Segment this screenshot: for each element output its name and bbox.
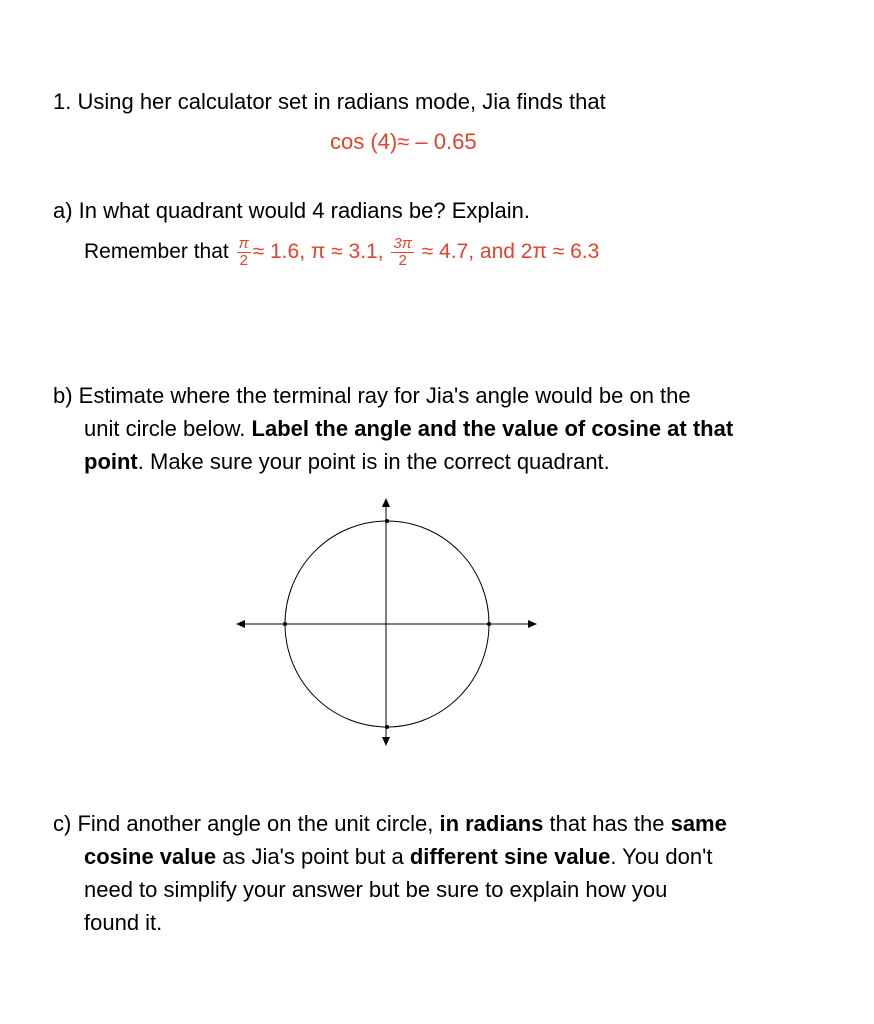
- question-1-text: 1. Using her calculator set in radians mode, Jia finds that: [53, 89, 606, 114]
- question-b-line-3: [53, 445, 813, 478]
- qc-l1-plain: c) Find another angle on the unit circle,: [53, 811, 440, 836]
- question-c-line-3: need to simplify your answer but be sure to explain how you: [84, 877, 668, 902]
- point-left: [283, 622, 287, 626]
- point-right: [487, 622, 491, 626]
- qc-l2-plain2: . You don't: [610, 844, 713, 869]
- remember-line: [84, 236, 599, 269]
- qb-l3-bold: point: [84, 449, 138, 474]
- pi-over-2-fraction: [237, 236, 251, 269]
- question-c-line-1: [53, 807, 813, 840]
- question-c-line-4: found it.: [84, 910, 163, 935]
- qc-l1-bold: in radians: [439, 811, 544, 836]
- point-bottom: [385, 725, 389, 729]
- y-axis-up-arrow-icon: [382, 498, 390, 507]
- question-b-line-2: [53, 412, 813, 445]
- question-c-text: [53, 807, 813, 939]
- point-top: [385, 519, 389, 523]
- approx-part-1: ≈ 1.6, π ≈ 3.1,: [252, 240, 384, 264]
- qc-l2-bold2: different sine value: [409, 844, 611, 869]
- frac2-denominator: 2: [398, 252, 407, 269]
- unit-circle: [285, 521, 489, 727]
- 3pi-over-2-fraction: [391, 236, 413, 269]
- qc-l1-bold2: same: [670, 811, 727, 836]
- cos-equation: cos (4)≈ – 0.65: [330, 129, 477, 154]
- y-axis-down-arrow-icon: [382, 737, 390, 746]
- frac1-denominator: 2: [239, 252, 248, 269]
- qb-l2-plain: unit circle below.: [84, 416, 252, 441]
- x-axis-left-arrow-icon: [236, 620, 245, 628]
- x-axis-right-arrow-icon: [528, 620, 537, 628]
- approx-part-2: ≈ 4.7, and 2π ≈ 6.3: [421, 240, 600, 264]
- qc-l2-plain: as Jia's point but a: [216, 844, 410, 869]
- qc-l2-bold: cosine value: [84, 844, 217, 869]
- frac1-numerator: π: [238, 235, 249, 252]
- question-c-line-2: [53, 840, 813, 873]
- frac2-numerator: 3π: [393, 235, 412, 252]
- remember-label: Remember that: [84, 240, 229, 264]
- qb-l3-plain: . Make sure your point is in the correct quadrant.: [137, 449, 610, 474]
- qc-l1-plain2: that has the: [543, 811, 671, 836]
- question-b-line-1: b) Estimate where the terminal ray for Jia's angle would be on the: [53, 383, 691, 408]
- qb-l2-bold: Label the angle and the value of cosine at that: [251, 416, 734, 441]
- question-a-prompt: a) In what quadrant would 4 radians be? Explain.: [53, 198, 530, 223]
- question-b-text: [53, 379, 813, 478]
